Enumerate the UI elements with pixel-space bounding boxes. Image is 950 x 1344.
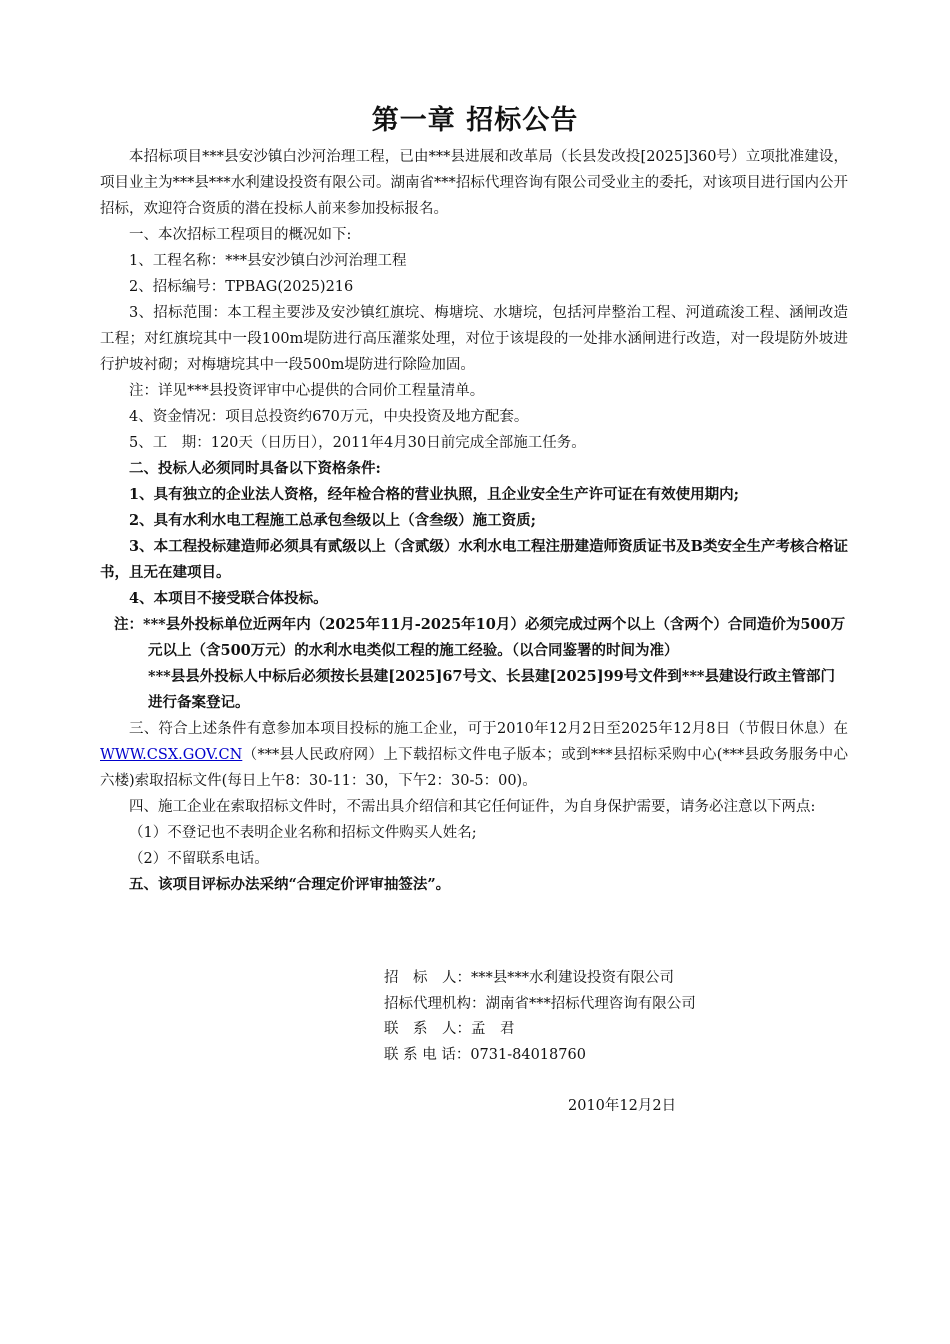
section-3-text-b: （***县人民政府网）上下载招标文件电子版本；或到***县招标采购中心(***县政务服务中心六楼)索取招标文件(每日上午8：30-11：30，下午2：30-5：00)。 — [100, 747, 848, 789]
signature-contact: 联 系 人：孟 君 — [384, 1021, 515, 1037]
section-3-paragraph — [100, 716, 848, 794]
intro-paragraph: 本招标项目***县安沙镇白沙河治理工程，已由***县进展和改革局（长县发改投[2025]360号）立项批准建设，项目业主为***县***水利建设投资有限公司。湖南省***招标代理咨询有限公司受业主的委托，对该项目进行国内公开招标，欢迎符合资质的潜在投标人前来参加投标报名。 — [100, 149, 848, 217]
overview-item-scope: 3、招标范围：本工程主要涉及安沙镇红旗垸、梅塘垸、水塘垸，包括河岸整治工程、河道疏浚工程、涵闸改造工程；对红旗垸其中一段100m堤防进行高压灌浆处理，对位于该堤段的一处排水涵闸进行改造，对一段堤防外坡进行护坡衬砌；对梅塘垸其中一段500m堤防进行除险加固。 — [100, 305, 848, 373]
overview-item-duration: 5、工 期：120天（日历日），2011年4月30日前完成全部施工任务。 — [129, 435, 586, 451]
section-4-paragraph: 四、施工企业在索取招标文件时，不需出具介绍信和其它任何证件，为自身保护需要，请务必注意以下两点: — [129, 799, 816, 815]
qualification-item-4: 4、本项目不接受联合体投标。 — [129, 590, 328, 607]
section-5-paragraph: 五、该项目评标办法采纳“合理定价评审抽签法”。 — [129, 876, 451, 893]
section-3-text-a: 三、符合上述条件有意参加本项目投标的施工企业，可于2010年12月2日至2025年12月8日（节假日休息）在 — [129, 721, 848, 737]
signature-block — [384, 966, 824, 1068]
qualification-item-1: 1、具有独立的企业法人资格，经年检合格的营业执照，且企业安全生产许可证在有效使用期内; — [129, 486, 739, 503]
overview-item-name: 1、工程名称：***县安沙镇白沙河治理工程 — [129, 253, 407, 269]
section-4-item-2: （2）不留联系电话。 — [129, 851, 269, 867]
qualification-note-2: ***县县外投标人中标后必须按长县建[2025]67号文、长县建[2025]99号文件到***县建设行政主管部门进行备案登记。 — [148, 668, 836, 711]
page-title: 第一章 招标公告 — [371, 105, 579, 136]
overview-item-code: 2、招标编号：TPBAG(2025)216 — [129, 279, 354, 295]
qualification-heading: 二、投标人必须同时具备以下资格条件: — [129, 460, 381, 477]
signature-agency: 招标代理机构：湖南省***招标代理咨询有限公司 — [384, 995, 696, 1012]
qualification-note-1: 注：***县外投标单位近两年内（2025年11月-2025年10月）必须完成过两个以上（含两个）合同造价为500万元以上（含500万元）的水利水电类似工程的施工经验。（以合同鉴署的时间为准） — [114, 616, 846, 659]
section-4-item-1: （1）不登记也不表明企业名称和招标文件购买人姓名; — [129, 825, 477, 841]
signature-tenderer: 招 标 人：***县***水利建设投资有限公司 — [384, 970, 674, 986]
qualification-item-2: 2、具有水利水电工程施工总承包叁级以上（含叁级）施工资质; — [129, 512, 536, 529]
website-link[interactable]: WWW.CSX.GOV.CN — [100, 747, 243, 763]
signature-phone: 联 系 电 话：0731-84018760 — [384, 1046, 586, 1063]
overview-item-funding: 4、资金情况：项目总投资约670万元，中央投资及地方配套。 — [129, 409, 529, 425]
overview-heading: 一、本次招标工程项目的概况如下: — [129, 227, 352, 243]
qualification-item-3: 3、本工程投标建造师必须具有贰级以上（含贰级）水利水电工程注册建造师资质证书及B类安全生产考核合格证书，且无在建项目。 — [100, 538, 848, 581]
notice-body — [100, 144, 848, 898]
overview-note: 注：详见***县投资评审中心提供的合同价工程量清单。 — [129, 383, 485, 399]
notice-date: 2010年12月2日 — [568, 1098, 677, 1114]
